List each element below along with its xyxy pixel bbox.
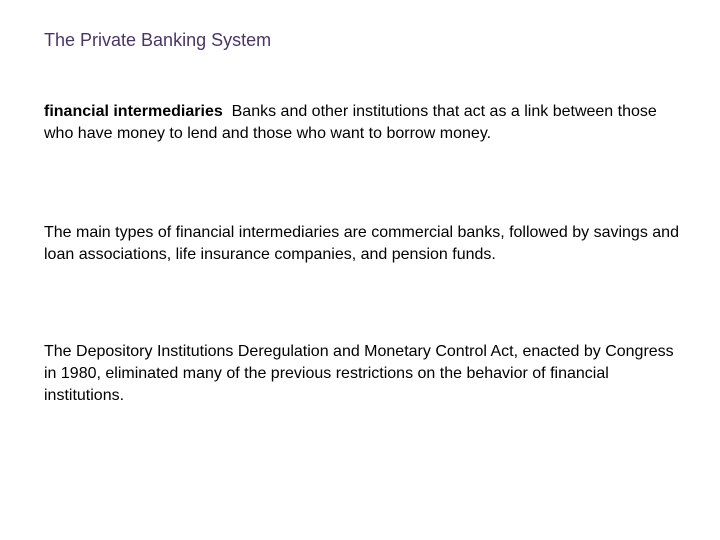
deregulation-act-paragraph: The Depository Institutions Deregulation and Monetary Control Act, enacted by Congress in 1980, eliminated many of the previous restrictions on the behavior of financial institutions. [44,343,674,404]
definition-text: Banks and other institutions that act as a link between those who have money to lend and those who want to borrow money. [44,103,657,142]
definition-term: financial intermediaries [44,103,223,120]
definition-paragraph [44,101,684,145]
slide-title: The Private Banking System [44,30,272,50]
intermediary-types-paragraph: The main types of financial intermediaries are commercial banks, followed by savings and loan associations, life insurance companies, and pension funds. [44,224,679,263]
